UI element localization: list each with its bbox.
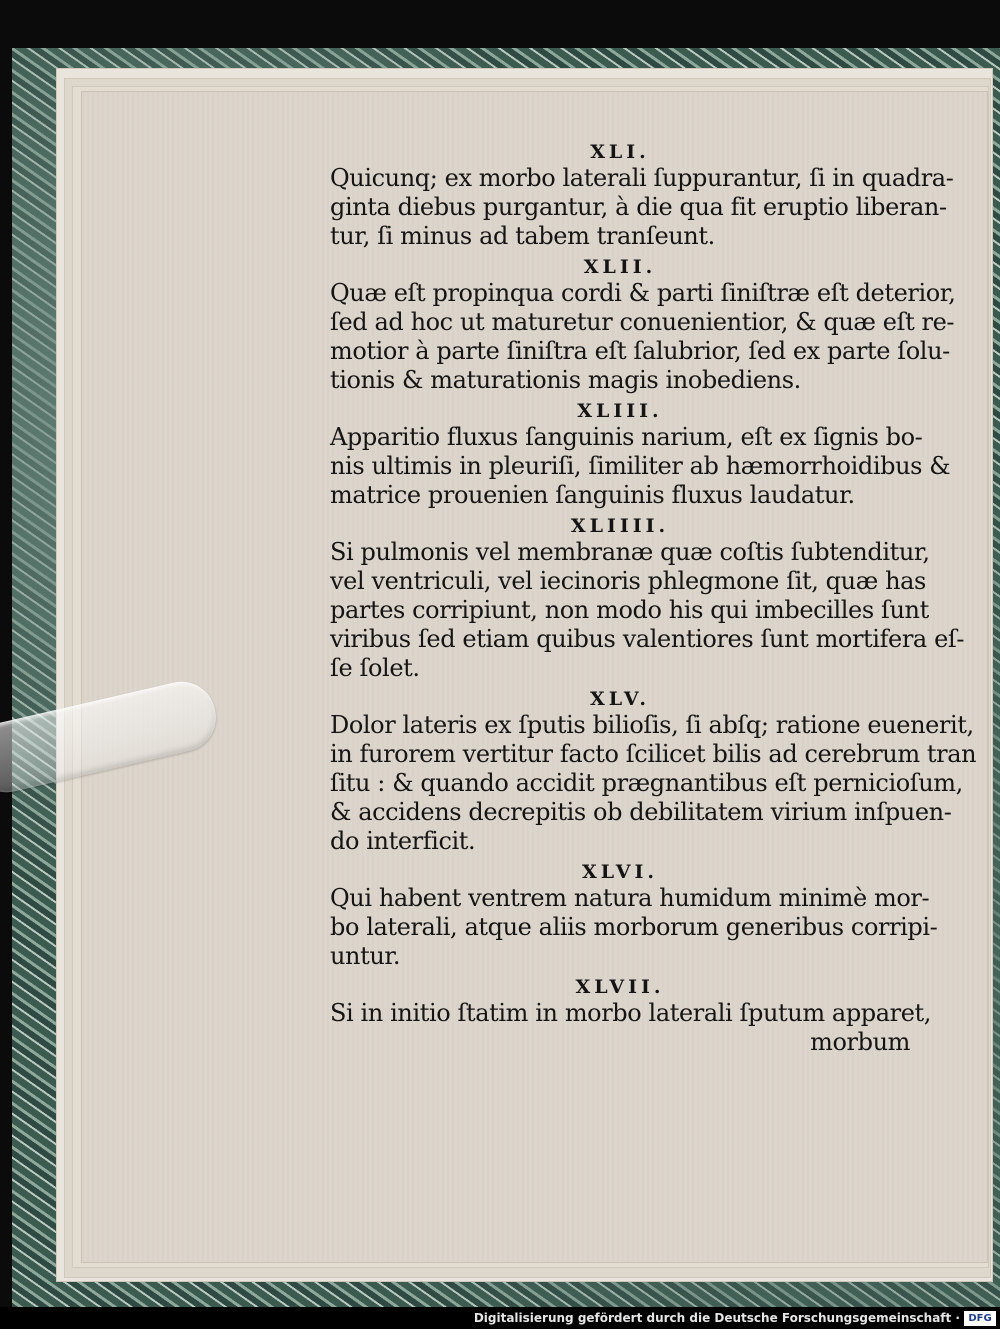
aphorism-paragraph (330, 538, 965, 683)
text-line: bo laterali, atque aliis morborum generibus corripi- (330, 913, 938, 941)
text-line: viribus ſed etiam quibus valentiores ſunt mortifera eſ- (330, 625, 965, 653)
aphorism-paragraph (330, 423, 951, 510)
text-line: Quæ eſt propinqua cordi & parti ſiniſtræ eſt deterior, (330, 279, 956, 307)
section-numeral: XLVII. (575, 976, 665, 998)
footer-bar (0, 1307, 1000, 1329)
aphorism-paragraph (330, 711, 977, 856)
text-line: Apparitio fluxus ſanguinis narium, eſt ex ſignis bo- (330, 423, 923, 451)
catchword: morbum (810, 1028, 910, 1056)
text-line: nis ultimis in pleuriſi, ſimiliter ab hæmorrhoidibus & (330, 452, 951, 480)
aphorism-paragraph (330, 279, 956, 395)
text-line: Qui habent ventrem natura humidum minimè mor- (330, 884, 930, 912)
text-line: Dolor lateris ex ſputis bilioſis, ſi abſq; ratione euenerit, (330, 711, 974, 739)
section-numeral: XLVI. (581, 861, 659, 883)
section-numeral: XLII. (583, 256, 657, 278)
text-line: Quicunq; ex morbo laterali ſuppurantur, ſi in quadra- (330, 164, 954, 192)
text-line: matrice prouenien ſanguinis fluxus laudatur. (330, 481, 855, 509)
text-line: do interficit. (330, 827, 476, 855)
aphorism-paragraph (330, 999, 932, 1028)
text-line: ſitu : & quando accidit prægnantibus eſt pernicioſum, (330, 769, 963, 797)
text-line: & accidens decrepitis ob debilitatem virium inſpuen- (330, 798, 952, 826)
section-numeral: XLIIII. (570, 515, 670, 537)
text-line: Si in initio ſtatim in morbo laterali ſputum apparet, (330, 999, 932, 1027)
text-line: ſed ad hoc ut maturetur conuenientior, & quæ eſt re- (330, 308, 955, 336)
footer-credit: Digitalisierung gefördert durch die Deutsche Forschungsgemeinschaft · (473, 1311, 960, 1325)
text-line: tionis & maturationis magis inobediens. (330, 366, 801, 394)
text-line: motior à parte ſiniſtra eſt ſalubrior, ſed ex parte ſolu- (330, 337, 950, 365)
text-line: vel ventriculi, vel iecinoris phlegmone ſit, quæ has (330, 567, 926, 595)
text-line: in furorem vertitur facto ſcilicet bilis ad cerebrum tran (330, 740, 977, 768)
text-line: ſe ſolet. (330, 654, 420, 682)
text-line: partes corripiunt, non modo his qui imbecilles ſunt (330, 596, 929, 624)
section-numeral: XLI. (590, 141, 650, 163)
aphorism-paragraph (330, 164, 954, 251)
text-line: tur, ſi minus ad tabem tranſeunt. (330, 222, 715, 250)
section-numeral: XLV. (590, 688, 650, 710)
page-text (330, 136, 977, 1057)
text-line: Si pulmonis vel membranæ quæ coſtis ſubtenditur, (330, 538, 930, 566)
section-numeral: XLIII. (577, 400, 663, 422)
text-line: ginta diebus purgantur, à die qua fit eruptio liberan- (330, 193, 947, 221)
dfg-logo-icon: DFG (964, 1311, 996, 1326)
text-line: untur. (330, 942, 401, 970)
aphorism-paragraph (330, 884, 938, 971)
